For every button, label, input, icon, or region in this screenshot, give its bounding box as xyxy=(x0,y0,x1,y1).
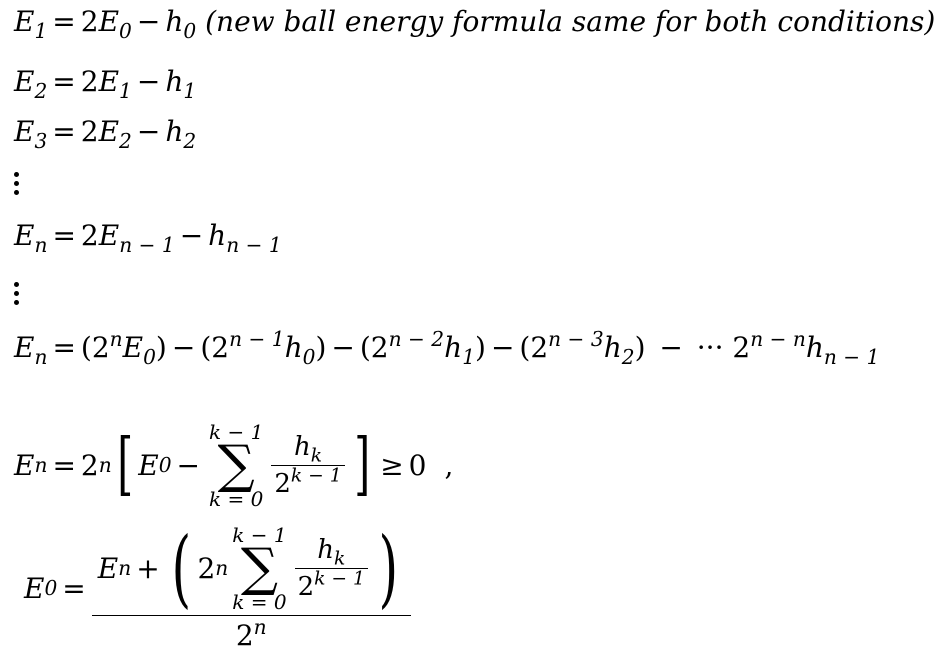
eq-en-expanded: $E_n = (2^nE_0) - (2^{n - 1}h_0) - (2^{n - 2}h_1) - (2^{n - 3}h_2)$ − ··· $2^{n - n}h_{n - 1}$ xyxy=(14,326,880,370)
comma: , xyxy=(444,448,454,482)
summation: k − 1 ∑ k = 0 xyxy=(232,523,287,614)
note-text: (new ball energy formula same for both conditions) xyxy=(205,5,936,38)
vertical-dots xyxy=(14,282,20,309)
eq-e1: $E_1 = 2E_0 - h_0$ (new ball energy formula same for both conditions) xyxy=(14,5,936,44)
eq-e2: $E_2 = 2E_1 - h_1$ xyxy=(14,65,197,104)
eq-e3: $E_3 = 2E_2 - h_2$ xyxy=(14,115,197,154)
ellipsis: ··· xyxy=(696,331,724,364)
eq-en-recursive: $E_n = 2E_{n - 1} - h_{n - 1}$ xyxy=(14,219,282,258)
summation: k − 1 ∑ k = 0 xyxy=(209,420,264,511)
eq-e0: E 0 = E n + ( 2 n k − 1 ∑ k = 0 $\frac{h_k}{2^{k - 1}}$ ) 2$^n$ xyxy=(24,525,412,652)
eq-en-sum: E n = 2 n [ E 0 − k − 1 ∑ k = 0 $\frac{h_k}{2^{k - 1}}$ ] ≥ 0 , xyxy=(14,420,454,511)
vertical-dots xyxy=(14,172,20,199)
